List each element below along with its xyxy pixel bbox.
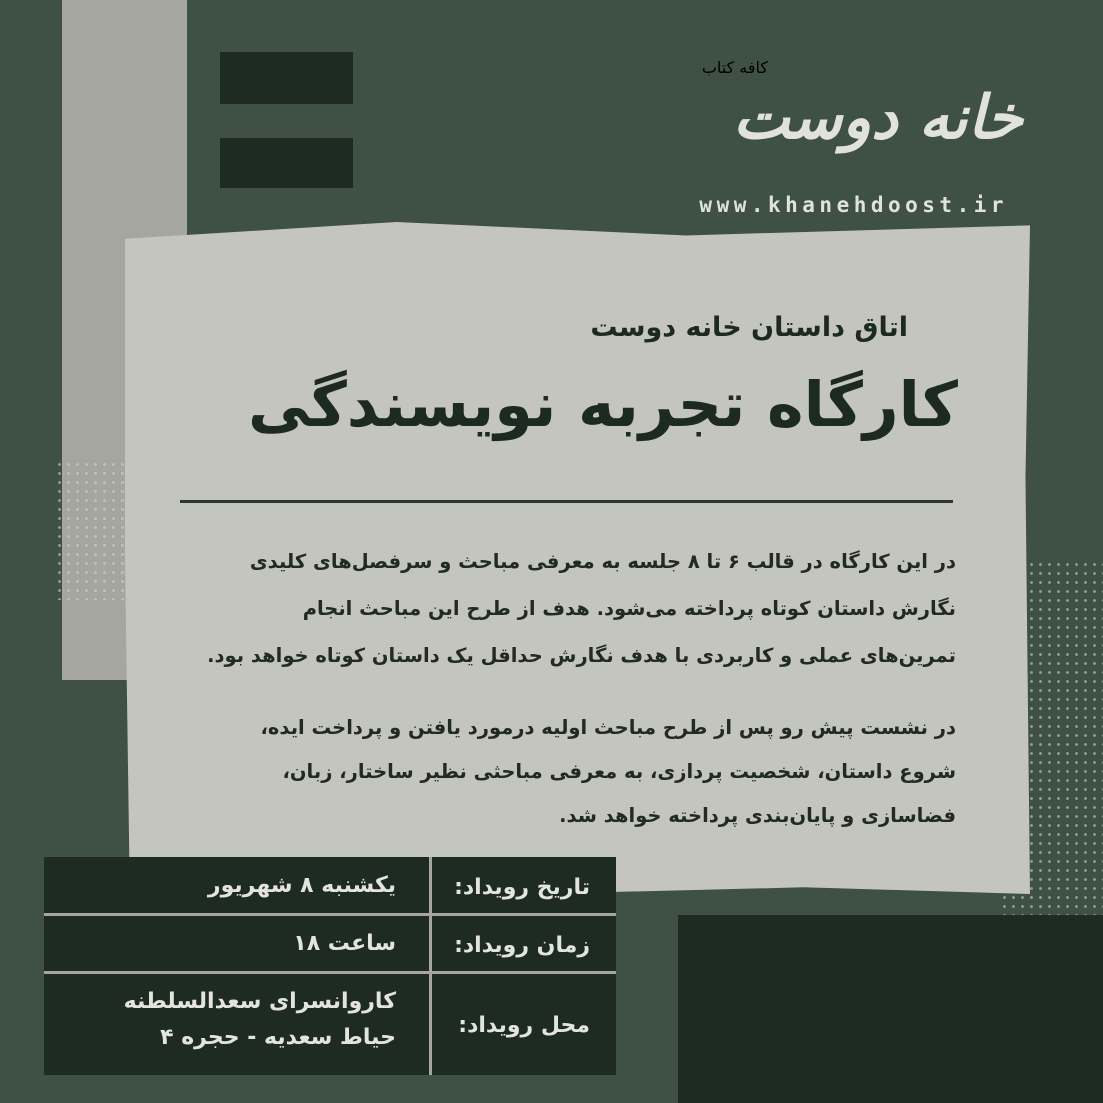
title-divider [180, 500, 953, 503]
event-info-table [44, 857, 616, 1075]
paragraph-2-line: شروع داستان، شخصیت پردازی، به معرفی مباحثی نظیر ساختار، زبان، [282, 760, 956, 783]
event-place-label: محل رویداد: [458, 1013, 590, 1038]
paragraph-1-line: تمرین‌های عملی و کاربردی با هدف نگارش حداقل یک داستان کوتاه خواهد بود. [207, 644, 956, 667]
paragraph-2-line: فضاسازی و پایان‌بندی پرداخته خواهد شد. [559, 804, 956, 827]
description-paragraph-2 [176, 706, 956, 838]
dark-bar-top [220, 52, 353, 104]
table-row-divider [44, 913, 616, 916]
brand-subtitle: کافه کتاب [701, 58, 768, 77]
event-place-value-line2: حیاط سعدیه - حجره ۴ [160, 1025, 396, 1050]
brand-logo: خانه دوست [732, 83, 1023, 153]
table-column-divider [429, 857, 432, 1075]
event-place-value-line1: کاروانسرای سعدالسلطنه [123, 989, 396, 1014]
paragraph-1-line: در این کارگاه در قالب ۶ تا ۸ جلسه به معرفی مباحث و سرفصل‌های کلیدی [249, 550, 956, 573]
dark-bar-second [220, 138, 353, 188]
card-subtitle: اتاق داستان خانه دوست [590, 312, 908, 343]
description-paragraph-1 [176, 538, 956, 679]
event-time-label: زمان رویداد: [454, 933, 590, 958]
website-link[interactable]: www.khanehdoost.ir [699, 193, 1008, 217]
paragraph-1-line: نگارش داستان کوتاه پرداخته می‌شود. هدف از طرح این مباحث انجام [302, 597, 956, 620]
dark-corner-block [678, 915, 1103, 1103]
paragraph-2-line: در نشست پیش رو پس از طرح مباحث اولیه درمورد یافتن و پرداخت ایده، [260, 716, 956, 739]
event-time-value: ساعت ۱۸ [293, 931, 396, 956]
card-title: کارگاه تجربه نویسندگی [248, 368, 958, 441]
event-date-label: تاریخ رویداد: [454, 875, 590, 900]
event-date-value: یکشنبه ۸ شهریور [207, 873, 396, 898]
table-row-divider [44, 971, 616, 974]
